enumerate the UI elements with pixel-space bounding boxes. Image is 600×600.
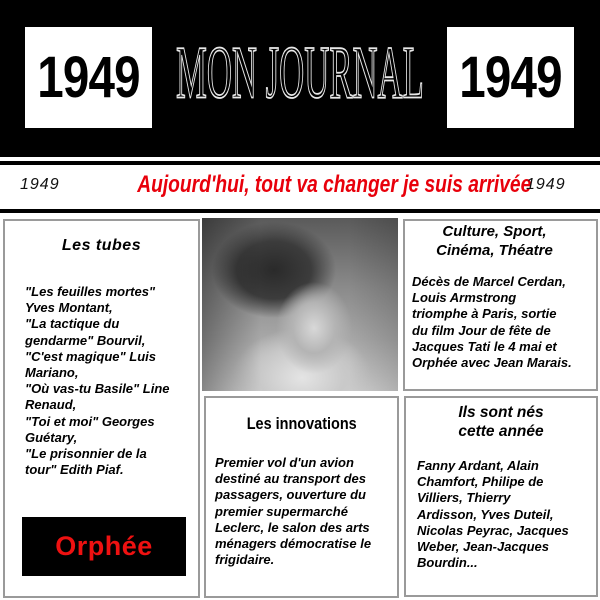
year-box-right	[447, 27, 574, 128]
section-title: Les tubes	[61, 237, 142, 254]
journal-title	[170, 28, 430, 118]
text-line: Ardisson, Yves Duteil,	[417, 506, 554, 522]
section-body	[25, 284, 195, 478]
text-line: "Les feuilles mortes"	[25, 284, 156, 299]
text-line: "Le prisonnier de la	[25, 446, 147, 462]
section-body	[215, 455, 399, 568]
text-line: Jacques Tati le 4 mai et	[412, 338, 557, 354]
photo-shading	[202, 218, 398, 391]
subtitle-headline	[88, 171, 532, 199]
text-line: Fanny Ardant, Alain	[417, 458, 539, 473]
title-line: cette année	[458, 423, 544, 440]
section-births	[404, 396, 598, 597]
portrait-photo	[202, 218, 398, 391]
divider-bottom	[0, 209, 600, 213]
section-title	[399, 222, 590, 260]
journal-title-text: MON JOURNAL	[176, 31, 424, 115]
text-line: frigidaire.	[215, 552, 275, 568]
text-line: du film Jour de fête de	[412, 322, 551, 338]
text-line: tour" Edith Piaf.	[25, 462, 124, 478]
text-line: Villiers, Thierry	[417, 490, 511, 506]
text-line: Nicolas Peyrac, Jacques	[417, 522, 569, 538]
orphee-banner	[22, 517, 186, 576]
text-line: triomphe à Paris, sortie	[412, 306, 557, 322]
text-line: Mariano,	[25, 365, 79, 381]
section-title-text: Les innovations	[246, 414, 357, 433]
section-body	[417, 458, 599, 571]
title-line: Cinéma, Théatre	[436, 242, 553, 259]
text-line: Louis Armstrong	[412, 290, 517, 306]
year-left-label: 1949	[37, 45, 140, 110]
subtitle-headline-text: Aujourd'hui, tout va changer je suis arrivée	[137, 171, 532, 198]
year-right-label: 1949	[459, 45, 562, 110]
text-line: "Toi et moi" Georges	[25, 413, 155, 429]
section-tubes	[3, 219, 200, 598]
text-line: Weber, Jean-Jacques	[417, 539, 549, 555]
text-line: passagers, ouverture du	[215, 487, 366, 503]
orphee-banner-text: Orphée	[55, 531, 153, 561]
section-innovations	[204, 396, 399, 598]
text-line: "Où vas-tu Basile" Line	[25, 381, 170, 397]
text-line: "La tactique du	[25, 316, 120, 332]
subtitle-year-right: 1949	[526, 176, 566, 193]
text-line: premier supermarché	[215, 503, 348, 519]
year-box-left	[25, 27, 152, 128]
title-line: Ils sont nés	[458, 404, 544, 421]
text-line: gendarme" Bourvil,	[25, 332, 146, 348]
section-culture	[403, 219, 598, 391]
text-line: Guétary,	[25, 429, 78, 445]
text-line: Chamfort, Philipe de	[417, 474, 544, 490]
section-title	[206, 414, 397, 434]
section-title	[406, 403, 596, 441]
text-line: Renaud,	[25, 397, 77, 413]
text-line: Orphée avec Jean Marais.	[412, 355, 572, 371]
text-line: Leclerc, le salon des arts	[215, 519, 370, 535]
text-line: destiné au transport des	[215, 471, 366, 487]
subtitle-year-left: 1949	[20, 176, 60, 193]
text-line: Premier vol d'un avion	[215, 455, 354, 470]
title-line: Culture, Sport,	[442, 223, 547, 240]
section-body	[412, 274, 598, 371]
text-line: ménagers démocratise le	[215, 536, 372, 552]
text-line: Décès de Marcel Cerdan,	[412, 274, 566, 289]
text-line: Yves Montant,	[25, 300, 113, 316]
text-line: Bourdin...	[417, 555, 478, 571]
text-line: "C'est magique" Luis	[25, 348, 156, 364]
